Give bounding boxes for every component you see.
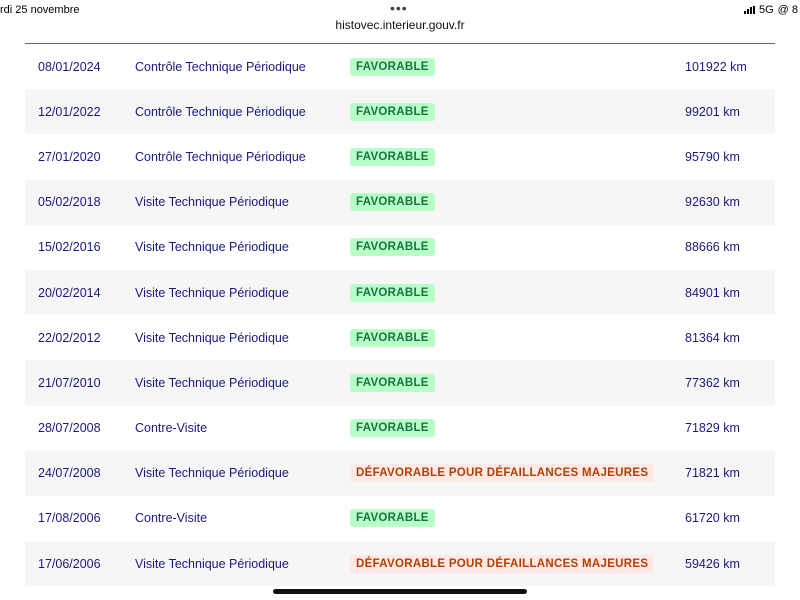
result-badge: FAVORABLE [350,238,435,256]
inspection-date: 08/01/2024 [38,59,101,74]
inspection-type: Contrôle Technique Périodique [135,104,306,119]
table-row [25,89,775,134]
table-row [25,134,775,179]
result-badge: FAVORABLE [350,103,435,121]
result-badge: DÉFAVORABLE POUR DÉFAILLANCES MAJEURES [350,555,654,573]
inspection-date: 20/02/2014 [38,285,101,300]
status-date: rdi 25 novembre [0,4,80,16]
more-dots-icon[interactable]: ••• [390,0,408,16]
inspection-date: 05/02/2018 [38,195,101,210]
table-row [25,451,775,496]
inspection-type: Contre-Visite [135,421,208,436]
table-row [25,360,775,405]
inspection-result [350,406,435,451]
inspection-result [350,44,435,89]
status-bar [0,0,800,20]
inspection-date: 21/07/2010 [38,375,101,390]
inspection-mileage: 84901 km [685,285,740,300]
table-row [25,496,775,541]
result-badge: DÉFAVORABLE POUR DÉFAILLANCES MAJEURES [350,464,654,482]
table-row [25,44,775,89]
inspection-result [350,270,435,315]
result-badge: FAVORABLE [350,58,435,76]
inspection-date: 12/01/2022 [38,104,101,119]
signal-icon [744,6,755,14]
table-header-divider [25,37,775,44]
result-badge: FAVORABLE [350,509,435,527]
inspection-type: Contrôle Technique Périodique [135,149,306,164]
inspection-result [350,315,435,360]
inspection-table [25,37,775,586]
inspection-type: Visite Technique Périodique [135,195,289,210]
inspection-mileage: 71829 km [685,421,740,436]
inspection-date: 15/02/2016 [38,240,101,255]
inspection-type: Contre-Visite [135,511,208,526]
inspection-result [350,134,435,179]
inspection-mileage: 81364 km [685,330,740,345]
inspection-date: 27/01/2020 [38,149,101,164]
inspection-result [350,89,435,134]
result-badge: FAVORABLE [350,329,435,347]
table-row [25,225,775,270]
inspection-type: Visite Technique Périodique [135,330,289,345]
table-row [25,406,775,451]
table-row [25,541,775,586]
table-row [25,180,775,225]
address-bar[interactable]: histovec.interieur.gouv.fr [335,18,465,32]
inspection-date: 17/06/2006 [38,556,101,571]
inspection-mileage: 77362 km [685,375,740,390]
table-row [25,315,775,360]
inspection-type: Visite Technique Périodique [135,556,289,571]
result-badge: FAVORABLE [350,193,435,211]
network-label: 5G [758,4,774,16]
inspection-type: Visite Technique Périodique [135,466,289,481]
inspection-result [350,496,435,541]
result-badge: FAVORABLE [350,148,435,166]
inspection-result [350,225,435,270]
table-row [25,270,775,315]
inspection-result [350,451,654,496]
inspection-type: Visite Technique Périodique [135,375,289,390]
inspection-mileage: 88666 km [685,240,740,255]
inspection-mileage: 71821 km [685,466,740,481]
inspection-mileage: 101922 km [685,59,747,74]
inspection-type: Visite Technique Périodique [135,240,289,255]
result-badge: FAVORABLE [350,284,435,302]
result-badge: FAVORABLE [350,419,435,437]
result-badge: FAVORABLE [350,374,435,392]
inspection-mileage: 95790 km [685,149,740,164]
inspection-type: Contrôle Technique Périodique [135,59,306,74]
inspection-result [350,180,435,225]
inspection-result [350,360,435,405]
inspection-date: 17/08/2006 [38,511,101,526]
inspection-mileage: 61720 km [685,511,740,526]
inspection-mileage: 92630 km [685,195,740,210]
inspection-date: 24/07/2008 [38,466,101,481]
inspection-mileage: 59426 km [685,556,740,571]
inspection-result [350,541,654,586]
inspection-date: 22/02/2012 [38,330,101,345]
inspection-type: Visite Technique Périodique [135,285,289,300]
status-extra: @ 8 [777,4,798,16]
status-indicators [744,4,798,16]
inspection-date: 28/07/2008 [38,421,101,436]
home-indicator[interactable] [273,589,527,594]
inspection-mileage: 99201 km [685,104,740,119]
